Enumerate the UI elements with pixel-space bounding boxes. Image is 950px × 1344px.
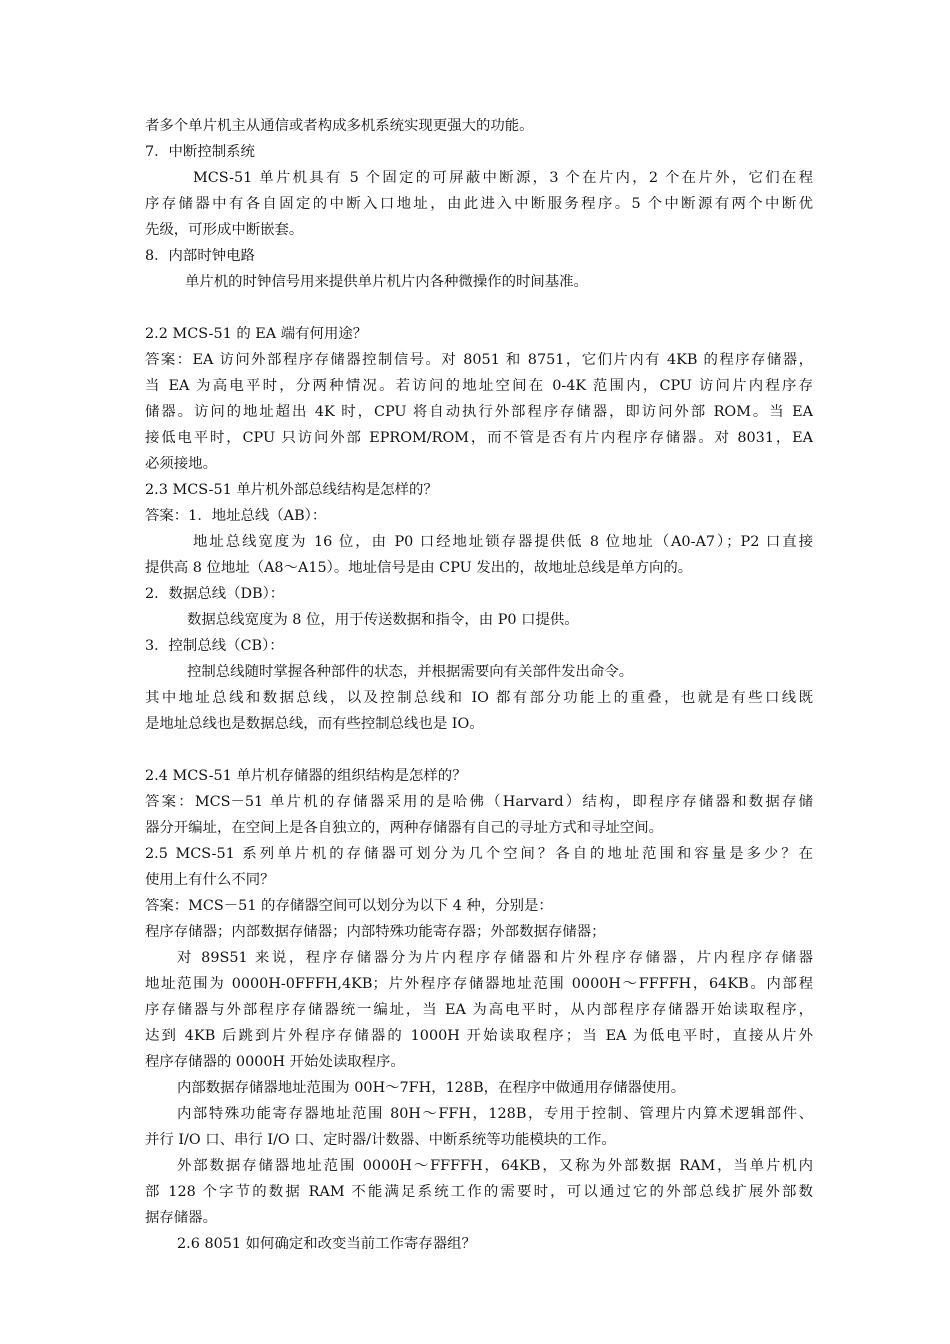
text-line: 内部特殊功能寄存器地址范围 80H～FFH，128B，专用于控制、管理片内算术逻辑部件、: [177, 1106, 813, 1122]
text-line: 者多个单片机主从通信或者构成多机系统实现更强大的功能。: [145, 118, 534, 134]
text-line: 对 89S51 来说，程序存储器分为片内程序存储器和片外程序存储器，片内程序存储器: [177, 950, 813, 966]
text-line: 7．中断控制系统: [145, 144, 255, 160]
text-line: 2.6 8051 如何确定和改变当前工作寄存器组？: [177, 1236, 476, 1252]
document-page: [145, 113, 813, 1257]
text-line: 地址总线宽度为 16 位，由 P0 口经地址锁存器提供低 8 位地址（A0-A7）；P2 口直接: [193, 534, 813, 550]
text-line: 接低电平时，CPU 只访问外部 EPROM/ROM，而不管是否有片内程序存储器。对 8031，EA: [145, 430, 813, 446]
text-line: 2.4 MCS-51 单片机存储器的组织结构是怎样的？: [145, 768, 467, 784]
text-line: 储器。访问的地址超出 4K 时，CPU 将自动执行外部程序存储器，即访问外部 ROM。当 EA: [145, 404, 813, 420]
blank-line: [145, 295, 813, 321]
text-line: 地址范围为 0000H-0FFFH,4KB；片外程序存储器地址范围 0000H～FFFFH，64KB。内部程: [145, 976, 813, 992]
text-line: 其中地址总线和数据总线，以及控制总线和 IO 都有部分功能上的重叠，也就是有些口线既: [145, 690, 813, 706]
text-line: 答案：MCS－51 单片机的存储器采用的是哈佛（Harvard）结构，即程序存储器和数据存储: [145, 794, 813, 810]
text-line: 答案：EA 访问外部程序存储器控制信号。对 8051 和 8751，它们片内有 4KB 的程序存储器，: [145, 352, 813, 368]
text-line: 数据总线宽度为 8 位，用于传送数据和指令，由 P0 口提供。: [187, 612, 579, 628]
text-line: 内部数据存储器地址范围为 00H～7FH，128B，在程序中做通用存储器使用。: [177, 1080, 686, 1096]
text-line: 8．内部时钟电路: [145, 248, 255, 264]
text-line: 程序存储器；内部数据存储器；内部特殊功能寄存器；外部数据存储器；: [145, 924, 606, 940]
text-line: 序存储器中有各自固定的中断入口地址，由此进入中断服务程序。5 个中断源有两个中断优: [145, 196, 813, 212]
text-line: 并行 I/O 口、串行 I/O 口、定时器/计数器、中断系统等功能模块的工作。: [145, 1132, 616, 1148]
text-line: MCS-51 单片机具有 5 个固定的可屏蔽中断源，3 个在片内，2 个在片外，它们在程: [193, 170, 813, 186]
text-line: 序存储器与外部程序存储器统一编址，当 EA 为高电平时，从内部程序存储器开始读取程序，: [145, 1002, 813, 1018]
text-line: 控制总线随时掌握各种部件的状态，并根据需要向有关部件发出命令。: [187, 664, 634, 680]
text-line: 3．控制总线（CB）：: [145, 638, 284, 654]
text-line: 提供高 8 位地址（A8～A15）。地址信号是由 CPU 发出的，故地址总线是单方向的。: [145, 560, 693, 576]
text-line: 达到 4KB 后跳到片外程序存储器的 1000H 开始读取程序；当 EA 为低电平时，直接从片外: [145, 1028, 813, 1044]
text-line: 据存储器。: [145, 1210, 217, 1226]
text-line: 部 128 个字节的数据 RAM 不能满足系统工作的需要时，可以通过它的外部总线扩展外部数: [145, 1184, 813, 1200]
text-line: 必须接地。: [145, 456, 217, 472]
blank-line: [145, 737, 813, 763]
text-line: 答案：1．地址总线（AB）：: [145, 508, 327, 524]
text-line: 2.5 MCS-51 系列单片机的存储器可划分为几个空间？各自的地址范围和容量是多少？在: [145, 846, 813, 862]
text-line: 器分开编址，在空间上是各自独立的，两种存储器有自己的寻址方式和寻址空间。: [145, 820, 664, 836]
text-line: 使用上有什么不同？: [145, 872, 275, 888]
text-line: 当 EA 为高电平时，分两种情况。若访问的地址空间在 0-4K 范围内，CPU 访问片内程序存: [145, 378, 813, 394]
text-line: 2.2 MCS-51 的 EA 端有何用途？: [145, 326, 368, 342]
text-line: 2．数据总线（DB）：: [145, 586, 285, 602]
text-line: 单片机的时钟信号用来提供单片机片内各种微操作的时间基准。: [185, 274, 588, 290]
text-line: 先级，可形成中断嵌套。: [145, 222, 304, 238]
text-line: 答案：MCS－51 的存储器空间可以划分为以下 4 种，分别是：: [145, 898, 553, 914]
text-line: 程序存储器的 0000H 开始处读取程序。: [145, 1054, 405, 1070]
text-line: 2.3 MCS-51 单片机外部总线结构是怎样的？: [145, 482, 438, 498]
text-line: 外部数据存储器地址范围 0000H～FFFFH，64KB，又称为外部数据 RAM，当单片机内: [177, 1158, 813, 1174]
text-line: 是地址总线也是数据总线，而有些控制总线也是 IO。: [145, 716, 484, 732]
